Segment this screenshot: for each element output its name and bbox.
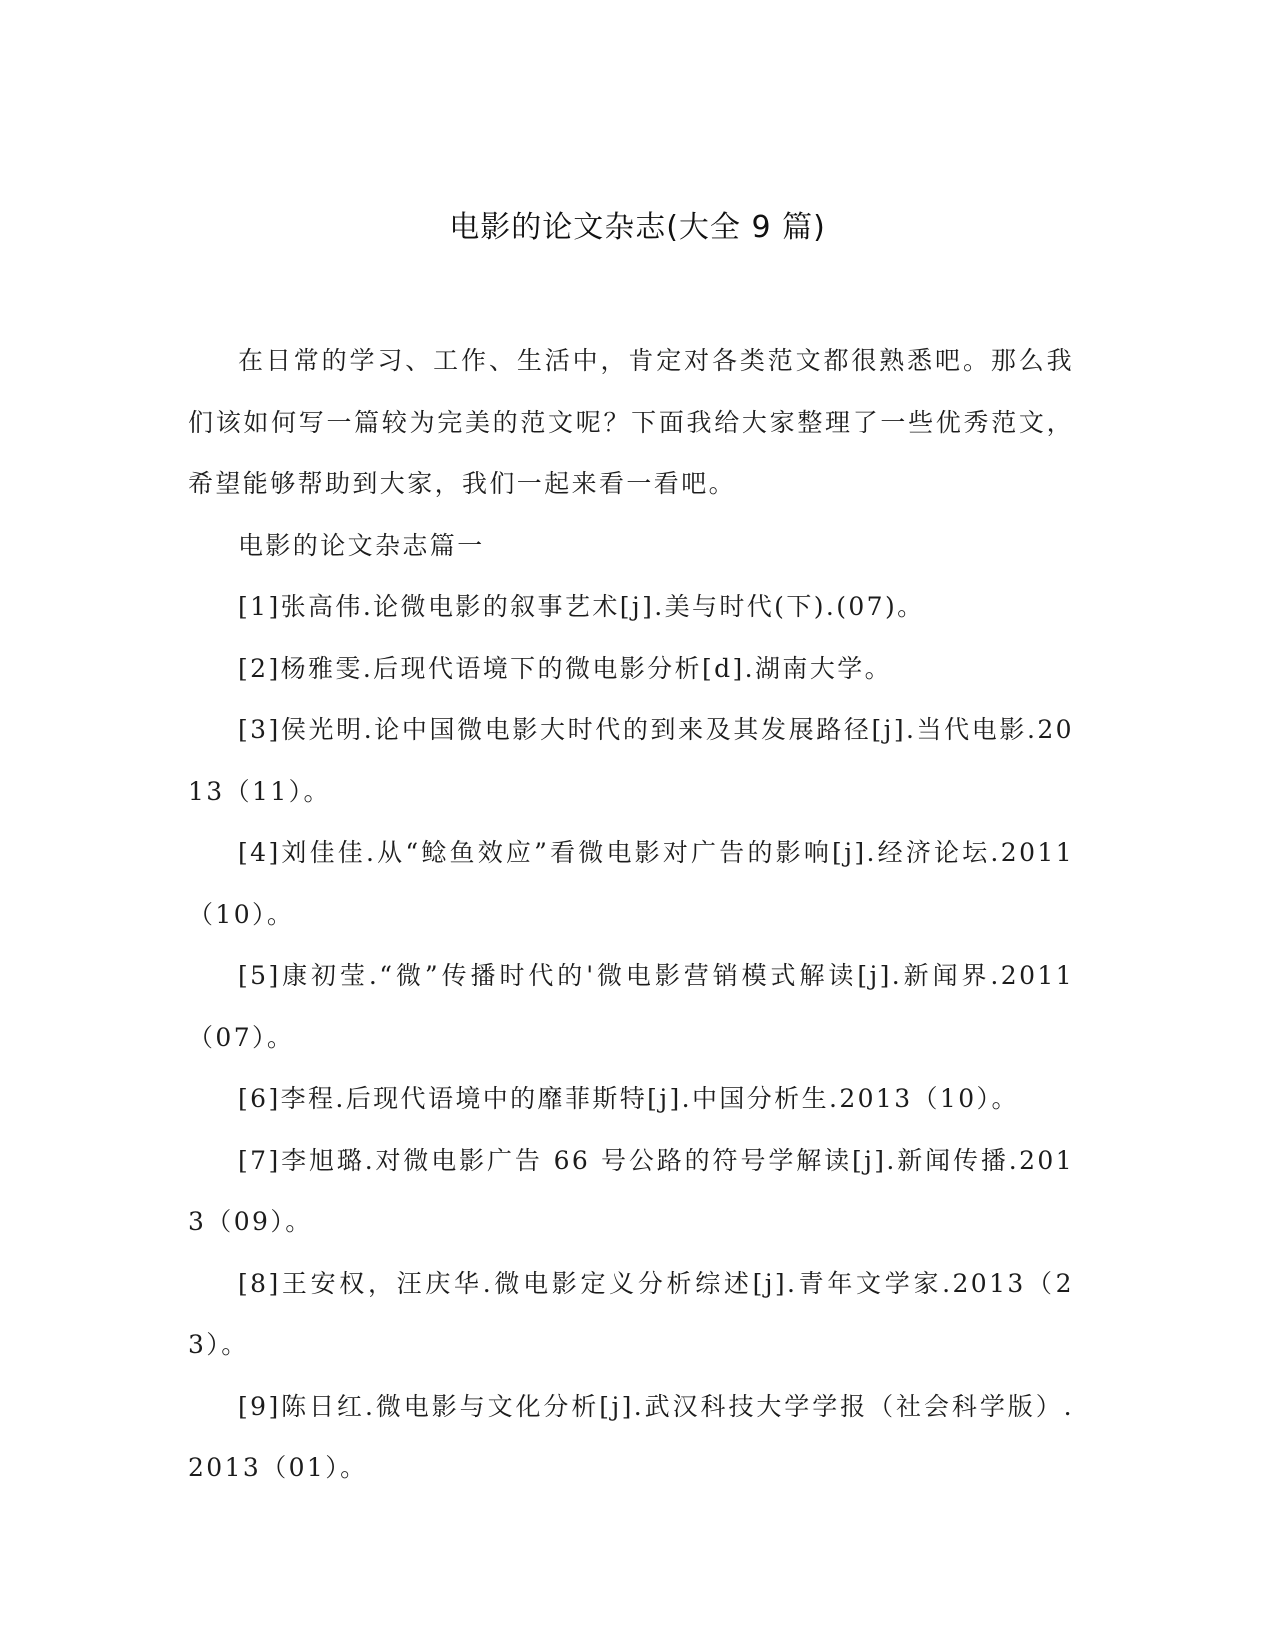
section-heading: 电影的论文杂志篇一 (238, 530, 485, 560)
intro-paragraph: 在日常的学习、工作、生活中，肯定对各类范文都很熟悉吧。那么我们该如何写一篇较为完美的范文呢？下面我给大家整理了一些优秀范文，希望能够帮助到大家，我们一起来看一看吧。 (188, 346, 1074, 498)
document-body (188, 330, 1074, 1499)
reference-item-6: [6]李程.后现代语境中的靡菲斯特[j].中国分析生.2013（10）。 (238, 1084, 1019, 1113)
document-title: 电影的论文杂志(大全 9 篇) (449, 210, 826, 245)
reference-item-9: [9]陈日红.微电影与文化分析[j].武汉科技大学学报（社会科学版）.2013（01）。 (188, 1391, 1074, 1482)
reference-item-4: [4]刘佳佳.从“鲶鱼效应”看微电影对广告的影响[j].经济论坛.2011（10）。 (188, 838, 1074, 929)
reference-item-2: [2]杨雅雯.后现代语境下的微电影分析[d].湖南大学。 (238, 653, 893, 683)
reference-item-5: [5]康初莹.“微”传播时代的'微电影营销模式解读[j].新闻界.2011（07）。 (188, 961, 1074, 1052)
reference-item-8: [8]王安权，汪庆华.微电影定义分析综述[j].青年文学家.2013（23）。 (188, 1268, 1074, 1359)
reference-item-1: [1]张高伟.论微电影的叙事艺术[j].美与时代(下).(07)。 (238, 592, 925, 621)
reference-item-3: [3]侯光明.论中国微电影大时代的到来及其发展路径[j].当代电影.2013（11）。 (188, 715, 1074, 806)
reference-item-7: [7]李旭璐.对微电影广告 66 号公路的符号学解读[j].新闻传播.2013（09）。 (188, 1145, 1074, 1236)
